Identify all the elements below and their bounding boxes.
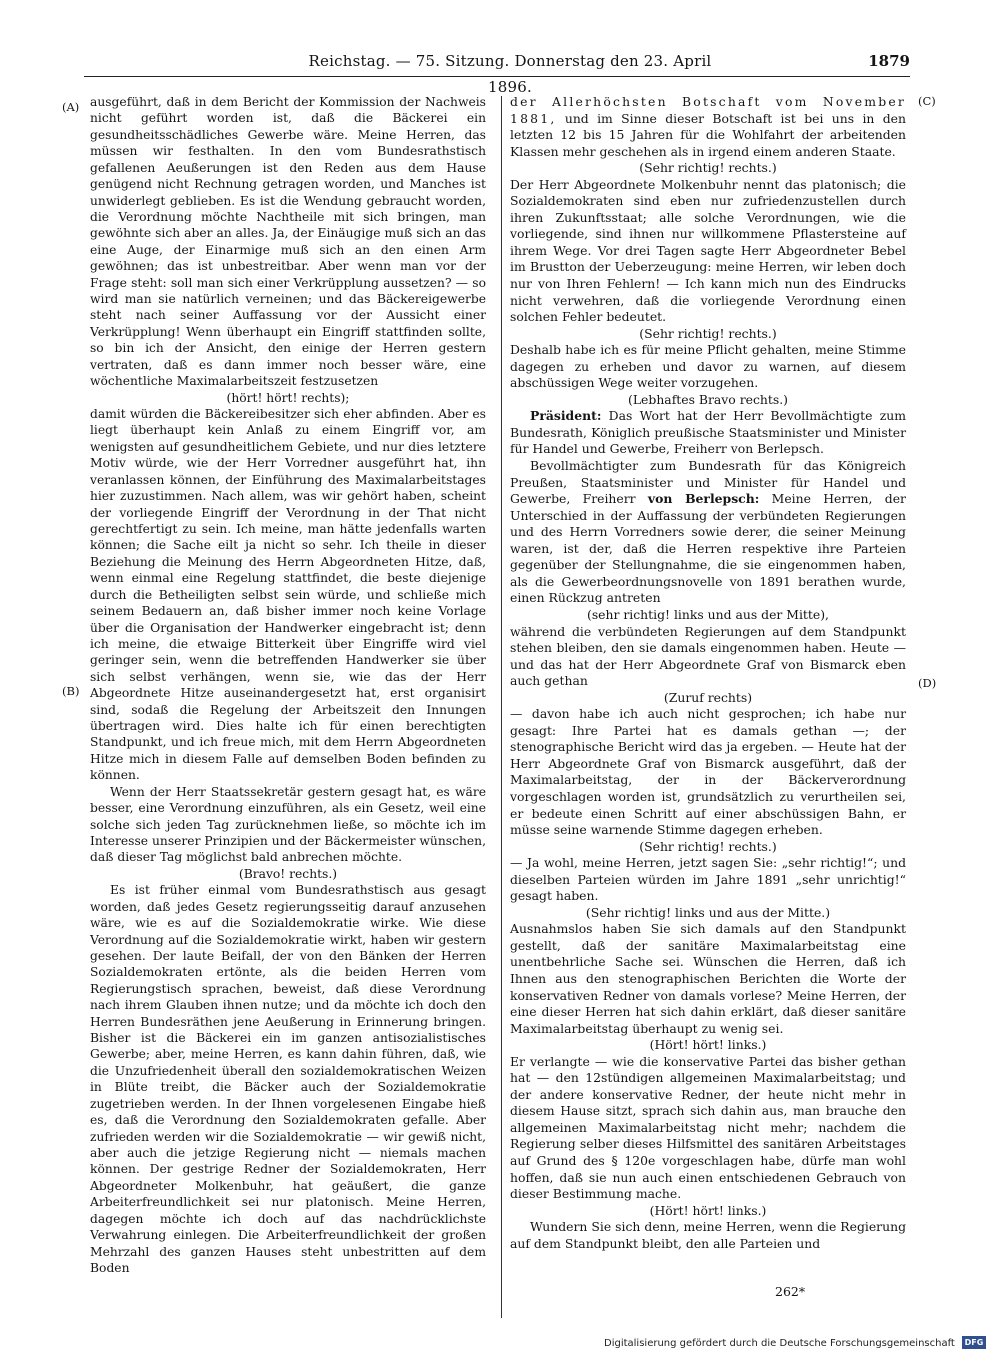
speaker-label: Präsident: <box>530 408 602 424</box>
president-paragraph <box>510 408 906 458</box>
margin-mark-a: (A) <box>62 100 80 114</box>
interjection: (Hört! hört! links.) <box>649 1202 767 1218</box>
interjection: (Bravo! rechts.) <box>238 866 338 881</box>
interjection: (Hört! hört! links.) <box>649 1037 767 1053</box>
interjection: (hört! hört! rechts); <box>226 390 350 405</box>
text-run: und im Sinne dieser Botschaft ist bei uns in den letzten 12 bis 15 Jahren für die Wohlfahrt der arbeitenden Klassen mehr geschehen als in irgend einem anderen Staate. <box>510 110 906 159</box>
paragraph: — Ja wohl, meine Herren, jetzt sagen Sie: „sehr richtig!“; und dieselben Parteien würden im Jahre 1891 „sehr unrichtig!“ gesagt haben. <box>510 855 906 904</box>
left-column <box>90 94 486 1276</box>
text-run: Das Wort hat der Herr Bevollmächtigte zum Bundesrath, Königlich preußische Staatsminister und Minister für Handel und Gewerbe, Freiherr von Berlepsch. <box>510 408 906 457</box>
right-column <box>510 94 906 1252</box>
paragraph: — davon habe ich auch nicht gesprochen; ich habe nur gesagt: Ihre Partei hat es damals gethan —; der stenographische Bericht wird das ja ergeben. — Heute hat der Herr Abgeordnete Graf von Bismarck ausgeführt, daß der Maximalarbeitstag, der in der Bäckerverordnung vorgeschlagen worden ist, grundsätzlich zu verurtheilen sei, er bedeute einen Schritt auf einer abschüssigen Bahn, er müsse seine warnende Stimme dagegen erheben. <box>510 706 906 838</box>
interjection: (Sehr richtig! links und aus der Mitte.) <box>585 904 831 920</box>
paragraph: Wenn der Herr Staatssekretär gestern gesagt hat, es wäre besser, eine Verordnung einzuführen, als ein Gesetz, weil eine solche sich jeden Tag zurücknehmen ließe, so möchte ich im Interesse unserer Prinzipien und der Bäckermeister wünschen, daß dieser Tag möglichst bald anbrechen möchte. <box>90 784 486 865</box>
interjection: (Lebhaftes Bravo rechts.) <box>628 391 788 407</box>
paragraph: Der Herr Abgeordnete Molkenbuhr nennt das platonisch; die Sozialdemokraten sind eben nur zufriedenzustellen durch ihren Zukunftsstaat; alle solche Verordnungen, wie die vorliegende, sind ihnen nur willkommene Pflastersteine auf ihrem Wege. Vor drei Tagen sagte Herr Abgeordneter Bebel im Brustton der Ueberzeugung: meine Herren, wir leben doch nur von Ihren Fehlern! — Ich kann mich nun des Eindrucks nicht verwehren, daß die vorliegende Verordnung einen solchen Fehler bedeutet. <box>510 176 906 325</box>
running-header: Reichstag. — 75. Sitzung. Donnerstag den 23. April 1896. <box>308 52 712 96</box>
interjection: (sehr richtig! links und aus der Mitte), <box>586 606 829 622</box>
margin-mark-b: (B) <box>62 684 80 698</box>
interjection: (Zuruf rechts) <box>663 689 753 705</box>
paragraph: ausgeführt, daß in dem Bericht der Kommission der Nachweis nicht geführt worden ist, daß die Bäckerei ein gesundheitsschädliches Gewerbe wäre. Meine Herren, das müssen wir festhalten. In den vom Bundesrathstisch gefallenen Aeußerungen ist den Reden aus dem Hause genügend nicht Rechnung getragen worden, und Manches ist unwiderlegt geblieben. Es ist die Wendung gebraucht worden, die Verordnung möchte Nachtheile mit sich bringen, man gewöhnte sich aber an alles. Ja, der Einäugige muß sich an das eine Auge, der Einarmige muß sich an den einen Arm gewöhnen; das ist unbestreitbar. Aber wenn man vor der Frage steht: soll man sich einer Verkrüpplung aussetzen? — so wird man sie natürlich verneinen; und das Bäckereigewerbe steht nach seiner Auffassung vor der Aussicht einer Verkrüpplung! Wenn überhaupt ein Eingriff stattfinden sollte, so bin ich der Ansicht, den einige der Herren gestern vertraten, daß es dann immer noch besser wäre, eine wöchentliche Maximalarbeitszeit festzusetzen <box>90 95 486 389</box>
speaker-name: von Berlepsch: <box>647 491 760 507</box>
paragraph <box>510 94 906 160</box>
header-rule <box>84 76 910 77</box>
margin-mark-d: (D) <box>918 676 937 690</box>
speaker-paragraph <box>510 458 906 607</box>
page-number: 1879 <box>868 52 910 70</box>
emphasized-text: der Allerhöchsten Botschaft vom November 1881, <box>510 94 906 126</box>
interjection: (Sehr richtig! rechts.) <box>639 838 777 854</box>
footer-credit: Digitalisierung gefördert durch die Deutsche Forschungsgemeinschaft <box>604 1338 955 1349</box>
paragraph: damit würden die Bäckereibesitzer sich eher abfinden. Aber es liegt überhaupt kein Anlaß zu einem Eingriff vor, am wenigsten auf gesundheitlichem Gebiete, und nur dies letztere Motiv würde, wie der Herr Vorredner ausgeführt hat, ihn veranlassen können, der Einführung des Maximalarbeitstages hier zuzustimmen. Nach allem, was wir gehört haben, scheint der vorliegende Eingriff der Verordnung in der That nicht gerechtfertigt zu sein. Ich meine, man hätte jedenfalls warten können; die Sache eilt ja nicht so sehr. Ich theile in dieser Beziehung die Meinung des Herrn Abgeordneten Hitze, daß, wenn einmal eine Regelung stattfindet, die beste diejenige durch die Betheiligten selbst sein würde, und schließe mich seinem Bedauern an, daß bisher immer noch keine Vorlage über die Organisation der Handwerker eingebracht ist; denn ich meine, die etwaige Bitterkeit über Eingriffe wird viel geringer sein, wenn die betreffenden Handwerker sie über sich selbst verhängen, wenn sie, wie das der Herr Abgeordnete Hitze auseinandergesetzt hat, erst organisirt sind, sodaß die Regelung der Arbeitszeit den Innungen übertragen wird. Dies halte ich für einen berechtigten Standpunkt, und ich freue mich, mit dem Herrn Abgeordneten Hitze mich in diesem Falle auf demselben Boden befinden zu können. <box>90 407 486 783</box>
dfg-logo: DFG <box>962 1336 986 1349</box>
speaker-intro: Bevollmächtigter zum Bundesrath für das Königreich Preußen, Staatsminister und Minister für Handel und Gewerbe, Freiherr <box>510 458 906 507</box>
paragraph: Wundern Sie sich denn, meine Herren, wenn die Regierung auf dem Standpunkt bleibt, den alle Parteien und <box>510 1219 906 1251</box>
interjection: (Sehr richtig! rechts.) <box>639 160 777 176</box>
text-run: Meine Herren, der Unterschied in der Auffassung der verbündeten Regierungen und des Herrn Vorredners sowie derer, die seiner Meinung waren, ist der, daß die Herren respektive ihre Parteien gegenüber der Stellungnahme, die sie eingenommen haben, als die Gewerbeordnungsnovelle von 1891 berathen wurde, einen Rückzug antreten <box>510 491 906 606</box>
paragraph: Deshalb habe ich es für meine Pflicht gehalten, meine Stimme dagegen zu erheben und davor zu warnen, auf diesem abschüssigen Wege weiter vorzugehen. <box>510 342 906 391</box>
sheet-number: 262* <box>775 1284 806 1299</box>
paragraph: Er verlangte — wie die konservative Partei das bisher gethan hat — den 12stündigen allgemeinen Maximalarbeitstag; und der andere konservative Redner, der heute nicht mehr in diesem Hause sitzt, sprach sich dahin aus, man brauche den allgemeinen Maximalarbeitstag nicht mehr; nachdem die Regierung selber dieses Hilfsmittel des sanitären Arbeitstages auf Grund des § 120e vorgeschlagen habe, dürfe man wohl hoffen, daß sie nun auch einen entschiedenen Gebrauch von dieser Bestimmung mache. <box>510 1053 906 1202</box>
margin-mark-c: (C) <box>918 94 936 108</box>
column-divider <box>501 96 502 1318</box>
paragraph: Ausnahmslos haben Sie sich damals auf den Standpunkt gestellt, daß der sanitäre Maximalarbeitstag eine unentbehrliche Sache sei. Wünschen die Herren, daß ich Ihnen aus den stenographischen Berichten die Worte der konservativen Redner von damals vorlese? Meine Herren, der eine dieser Herren hat sich dahin erklärt, daß dieser sanitäre Maximalarbeitstag überhaupt zu wenig sei. <box>510 921 906 1036</box>
paragraph: Es ist früher einmal vom Bundesrathstisch aus gesagt worden, daß jedes Gesetz regierungsseitig darauf anzusehen wäre, wie es auf die Sozialdemokratie wirke. Wie diese Verordnung auf die Sozialdemokratie wirkt, haben wir gestern gesehen. Der laute Beifall, der von den Bänken der Herren Sozialdemokraten ertönte, als die beiden Herren vom Regierungstisch sprachen, beweist, daß diese Verordnung nach ihrem Glauben ihnen nutze; und da möchte ich doch den Herren Bundesräthen jene Aeußerung in Erinnerung bringen. Bisher ist die Bäckerei ein im ganzen antisozialistisches Gewerbe; aber, meine Herren, es kann dahin führen, daß, wie die Unzufriedenheit überall den sozialdemokratischen Weizen in Blüte treibt, die Bäcker auch der Sozialdemokratie zugetrieben werden. In der Ihnen vorgelesenen Eingabe hieß es, daß die Verordnung den Sozialdemokraten gefalle. Aber zufrieden werden wir die Sozialdemokratie — wir gewiß nicht, aber auch die jetzige Regierung nicht — niemals machen können. Der gestrige Redner der Sozialdemokraten, Herr Abgeordneter Molkenbuhr, hat geäußert, die ganze Arbeiterfreundlichkeit sei nur platonisch. Meine Herren, dagegen möchte ich doch auf das nachdrücklichste Verwahrung einlegen. Die Arbeiterfreundlichkeit der großen Mehrzahl des ganzen Hauses steht unbestritten auf dem Boden <box>90 883 486 1275</box>
paragraph: während die verbündeten Regierungen auf dem Standpunkt stehen bleiben, den sie damals eingenommen haben. Heute — und das hat der Herr Abgeordnete Graf von Bismarck eben auch gethan <box>510 623 906 689</box>
interjection: (Sehr richtig! rechts.) <box>639 325 777 341</box>
